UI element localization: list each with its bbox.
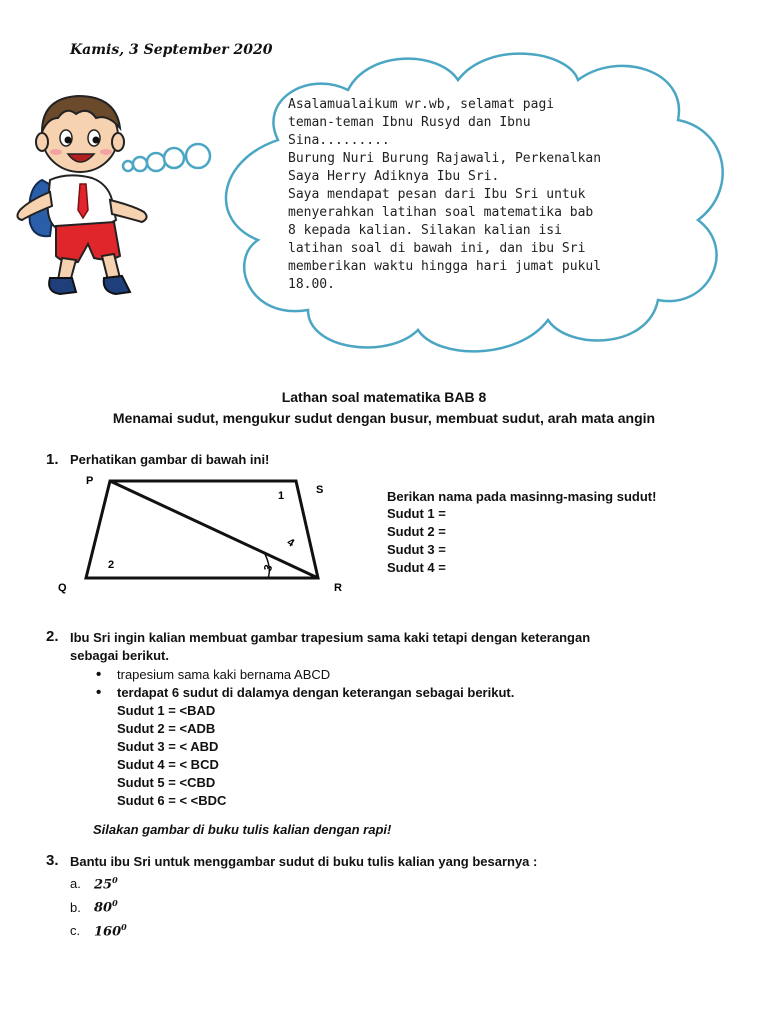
date-heading: Kamis, 3 September 2020	[70, 42, 273, 58]
q2-angle-list	[117, 702, 226, 810]
q2-number: 2.	[46, 628, 59, 645]
vertex-s-label: S	[316, 484, 324, 496]
angle-2-label: 2	[108, 559, 115, 571]
worksheet-subtitle: Menamai sudut, mengukur sudut dengan busur, membuat sudut, arah mata angin	[112, 410, 656, 426]
q2-bullet-list	[93, 666, 514, 702]
q2-text-line1: Ibu Sri ingin kalian membuat gambar trapesium sama kaki tetapi dengan keterangan	[70, 630, 591, 645]
q1-answer-3: Sudut 3 =	[387, 542, 446, 557]
q2-angle-2: Sudut 2 = <ADB	[117, 721, 216, 736]
q3-text: Bantu ibu Sri untuk menggambar sudut di buku tulis kalian yang besarnya :	[70, 854, 538, 869]
q3-option-c: c. $160^0$	[70, 921, 127, 939]
angle-1-label: 1	[278, 490, 285, 502]
q1-prompt: Berikan nama pada masinng-masing sudut!	[387, 489, 657, 504]
q3-options	[70, 871, 127, 941]
vertex-p-label: P	[86, 475, 94, 487]
q3-option-a: a. $25^0$	[70, 875, 118, 893]
trapezoid-figure	[40, 470, 370, 600]
q3-number: 3.	[46, 852, 59, 869]
q2-bullet-2: • terdapat 6 sudut di dalamya dengan keterangan sebagai berikut.	[93, 684, 514, 702]
q1-text: Perhatikan gambar di bawah ini!	[70, 452, 270, 467]
q2-angle-3: Sudut 3 = < ABD	[117, 739, 219, 754]
vertex-q-label: Q	[58, 582, 67, 594]
angle-3-label: 3	[261, 563, 276, 574]
q2-text-line2: sebagai berikut.	[70, 648, 169, 663]
q2-note: Silakan gambar di buku tulis kalian dengan rapi!	[93, 822, 392, 837]
q3-option-b: b. $80^0$	[70, 898, 118, 916]
q2-angle-5: Sudut 5 = <CBD	[117, 775, 216, 790]
worksheet-title: Lathan soal matematika BAB 8	[281, 389, 487, 405]
q2-angle-4: Sudut 4 = < BCD	[117, 757, 219, 772]
q2-angle-1: Sudut 1 = <BAD	[117, 703, 216, 718]
q1-number: 1.	[46, 451, 59, 468]
q1-answer-1: Sudut 1 =	[387, 506, 446, 521]
q2-bullet-1: • trapesium sama kaki bernama ABCD	[93, 666, 514, 684]
q1-answer-2: Sudut 2 =	[387, 524, 446, 539]
cloud-message: Asalamualaikum wr.wb, selamat pagi teman-teman Ibnu Rusyd dan Ibnu Sina......... Burung Nuri Burung Rajawali, Perkenalkan Saya Herry Adiknya Ibu Sri. Saya mendapat pesan dari Ibu Sri untuk menyerahkan latihan soal matematika bab 8 kepada kalian. Silakan kalian isi latihan soal di bawah ini, dan ibu Sri memberikan waktu hingga hari jumat pukul 18.00.	[288, 97, 602, 292]
q1-answer-4: Sudut 4 =	[387, 560, 446, 575]
q2-angle-6: Sudut 6 = < <BDC	[117, 793, 227, 808]
angle-4-label: 4	[284, 536, 297, 550]
vertex-r-label: R	[334, 582, 342, 594]
